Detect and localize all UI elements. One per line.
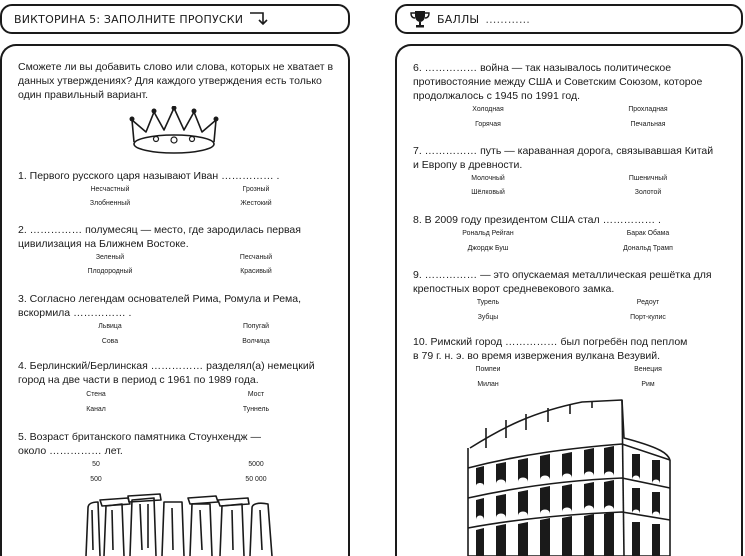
option-8a[interactable]: Рональд Рейган: [462, 228, 514, 237]
question-9-line1: 9. …………… — это опускаемая металлическая решётка для: [413, 269, 712, 281]
option-8c[interactable]: Джордж Буш: [467, 243, 509, 252]
option-4b[interactable]: Мост: [247, 389, 265, 398]
option-1a[interactable]: Несчастный: [90, 184, 130, 193]
question-10-line2: в 79 г. н. э. во время извержения вулкана Везувий.: [413, 350, 661, 362]
quiz-title-bar: [0, 4, 350, 34]
option-3a[interactable]: Львица: [98, 321, 122, 330]
option-3d[interactable]: Волчица: [242, 336, 270, 345]
question-9-line2: крепостных ворот средневекового замка.: [413, 283, 615, 295]
score-label: БАЛЛЫ: [437, 12, 480, 26]
option-2d[interactable]: Красивый: [240, 266, 272, 275]
question-4-line1: 4. Берлинский/Берлинская …………… разделял(а) немецкий: [18, 360, 315, 372]
option-10c[interactable]: Милан: [477, 379, 499, 388]
option-2c[interactable]: Плодородный: [87, 266, 133, 275]
colosseum-illustration: [462, 398, 676, 556]
option-3b[interactable]: Попугай: [242, 321, 270, 330]
option-2a[interactable]: Зеленый: [95, 252, 125, 261]
option-8b[interactable]: Барак Обама: [626, 228, 670, 237]
option-1b[interactable]: Грозный: [242, 184, 270, 193]
question-5-line1: 5. Возраст британского памятника Стоунхендж —: [18, 431, 261, 443]
option-8d[interactable]: Дональд Трамп: [623, 243, 673, 252]
question-1: 1. Первого русского царя называют Иван …………… .: [18, 170, 280, 182]
question-4-line2: город на две части в период с 1961 по 1989 года.: [18, 374, 259, 386]
option-3c[interactable]: Сова: [101, 336, 119, 345]
question-2-line1: 2. …………… полумесяц — место, где зародилась первая: [18, 224, 301, 236]
option-6a[interactable]: Холодная: [472, 104, 504, 113]
trophy-icon: [409, 10, 431, 28]
stonehenge-illustration: [82, 490, 278, 556]
question-6-line2: противостояние между США и Советским Союзом, которое: [413, 76, 703, 88]
quiz-title: ВИКТОРИНА 5: ЗАПОЛНИТЕ ПРОПУСКИ: [14, 12, 244, 26]
question-7-line2: и Европу в древности.: [413, 159, 523, 171]
question-3-line1: 3. Согласно легендам основателей Рима, Ромула и Рема,: [18, 293, 302, 305]
question-10-line1: 10. Римский город …………… был погребён под пеплом: [413, 336, 688, 348]
option-9d[interactable]: Порт-кулис: [630, 312, 666, 321]
option-7c[interactable]: Шёлковый: [471, 187, 505, 196]
option-1c[interactable]: Злобненный: [89, 198, 131, 207]
option-10b[interactable]: Венеция: [634, 364, 662, 373]
score-bar: [395, 4, 743, 34]
question-6-line3: продолжалось с 1945 по 1991 год.: [413, 90, 580, 102]
question-5-line2: около …………… лет.: [18, 445, 123, 457]
option-4a[interactable]: Стена: [86, 389, 106, 398]
option-2b[interactable]: Песчаный: [239, 252, 273, 261]
question-3-line2: вскормила …………… .: [18, 307, 132, 319]
option-6b[interactable]: Прохладная: [628, 104, 668, 113]
question-7-line1: 7. …………… путь — караванная дорога, связывавшая Китай: [413, 145, 714, 157]
option-4c[interactable]: Канал: [86, 404, 106, 413]
option-4d[interactable]: Туннель: [242, 404, 270, 413]
option-9a[interactable]: Турель: [476, 297, 500, 306]
option-9b[interactable]: Редоут: [636, 297, 660, 306]
quiz-intro: Сможете ли вы добавить слово или слова, которых не хватает в данных утверждениях? Для каждого утверждения есть только один правильный вариант.: [18, 61, 334, 101]
option-10d[interactable]: Рим: [641, 379, 655, 388]
crown-illustration: [128, 106, 220, 156]
option-7a[interactable]: Молочный: [471, 173, 505, 182]
score-blank: …………: [485, 12, 531, 26]
option-6c[interactable]: Горячая: [475, 119, 501, 128]
option-9c[interactable]: Зубцы: [477, 312, 499, 321]
option-5a[interactable]: 50: [92, 459, 100, 468]
option-5d[interactable]: 50 000: [245, 474, 267, 483]
arrow-down-right-icon: [249, 11, 269, 27]
option-7d[interactable]: Золотой: [634, 187, 662, 196]
option-1d[interactable]: Жестокий: [240, 198, 272, 207]
option-10a[interactable]: Помпеи: [475, 364, 501, 373]
option-7b[interactable]: Пшеничный: [628, 173, 668, 182]
option-5c[interactable]: 500: [90, 474, 102, 483]
question-8: 8. В 2009 году президентом США стал …………… .: [413, 214, 661, 226]
question-2-line2: цивилизация на Ближнем Востоке.: [18, 238, 189, 250]
option-6d[interactable]: Печальная: [630, 119, 666, 128]
option-5b[interactable]: 5000: [248, 459, 264, 468]
question-6-line1: 6. …………… война — так называлось политическое: [413, 62, 672, 74]
